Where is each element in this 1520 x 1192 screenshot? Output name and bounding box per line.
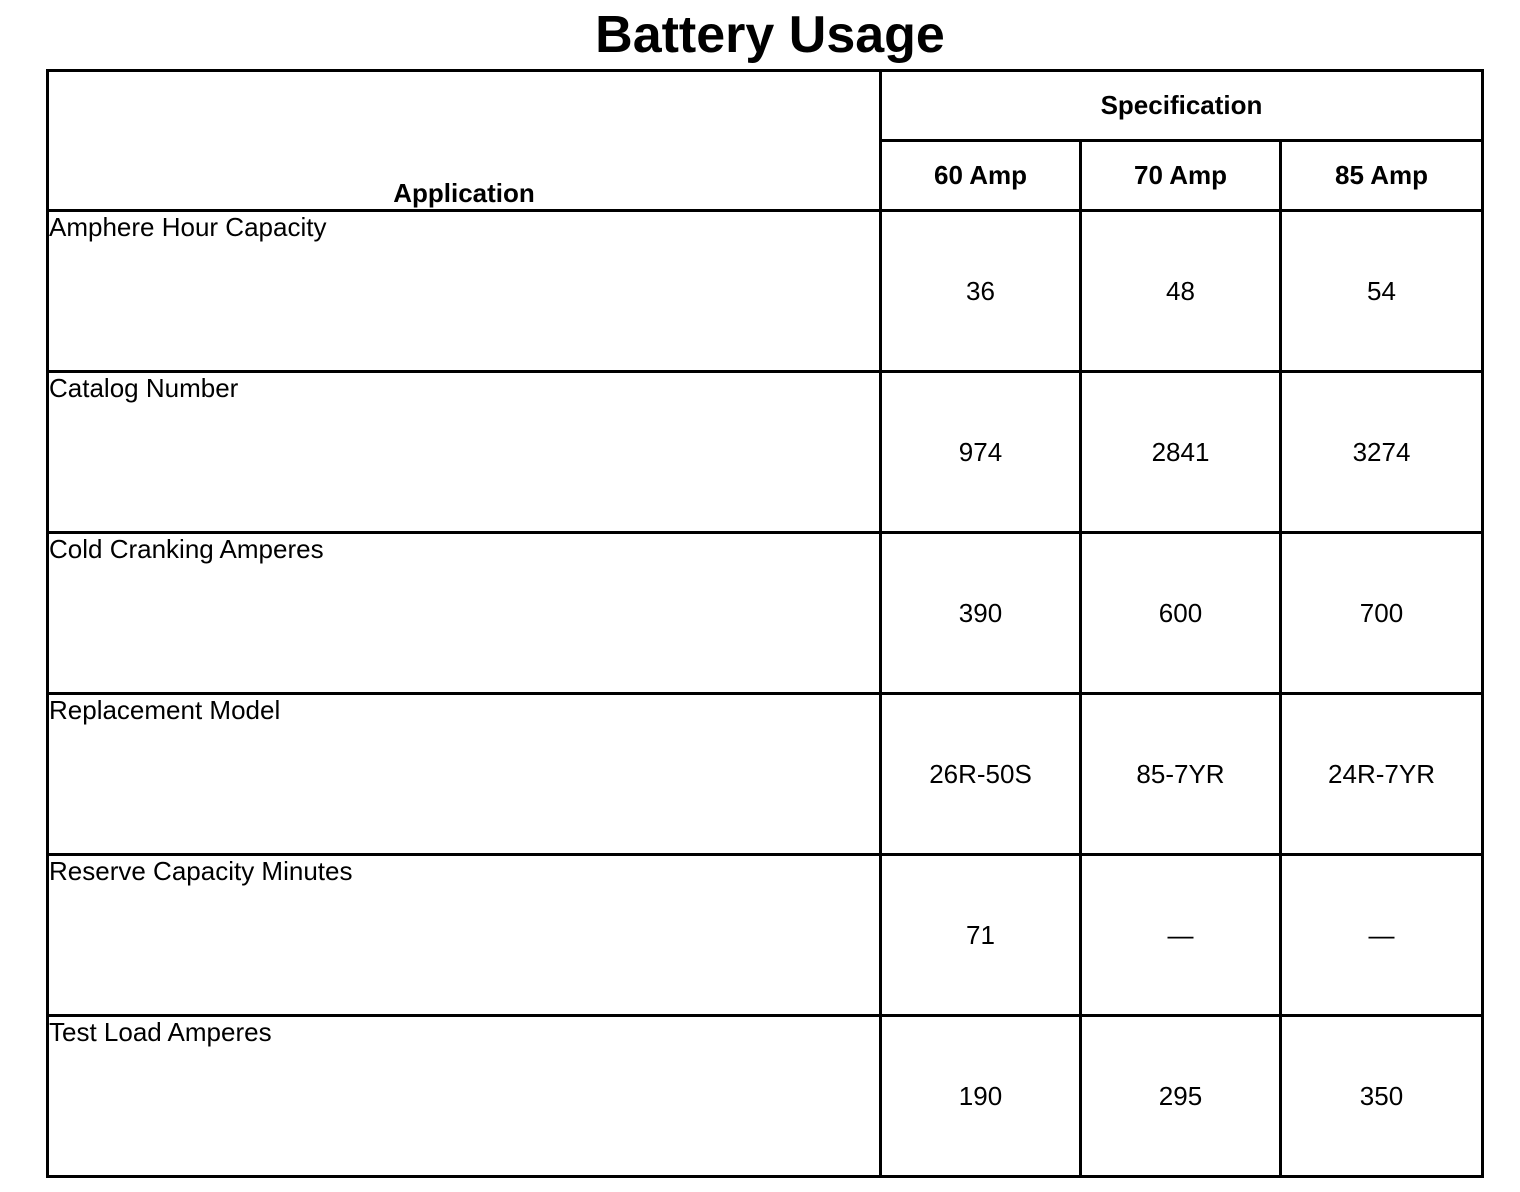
row-label-cold-cranking-amperes: Cold Cranking Amperes xyxy=(48,533,881,694)
table-cell: — xyxy=(1281,855,1483,1016)
column-header-70-amp: 70 Amp xyxy=(1081,141,1281,211)
table-cell: 26R-50S xyxy=(881,694,1081,855)
table-cell: 974 xyxy=(881,372,1081,533)
table-cell: 390 xyxy=(881,533,1081,694)
row-label-catalog-number: Catalog Number xyxy=(48,372,881,533)
column-header-85-amp: 85 Amp xyxy=(1281,141,1483,211)
table-cell: 700 xyxy=(1281,533,1483,694)
table-cell: — xyxy=(1081,855,1281,1016)
table-row xyxy=(48,694,1483,855)
row-label-reserve-capacity-minutes: Reserve Capacity Minutes xyxy=(48,855,881,1016)
table-cell: 24R-7YR xyxy=(1281,694,1483,855)
table-cell: 3274 xyxy=(1281,372,1483,533)
table-cell: 350 xyxy=(1281,1016,1483,1177)
table-cell: 85-7YR xyxy=(1081,694,1281,855)
application-header: Application xyxy=(48,71,881,211)
table-cell: 600 xyxy=(1081,533,1281,694)
row-label-amphere-hour-capacity: Amphere Hour Capacity xyxy=(48,211,881,372)
table-row xyxy=(48,211,1483,372)
table-cell: 71 xyxy=(881,855,1081,1016)
table-cell: 36 xyxy=(881,211,1081,372)
table-row xyxy=(48,1016,1483,1177)
column-header-60-amp: 60 Amp xyxy=(881,141,1081,211)
table-row xyxy=(48,855,1483,1016)
table-cell: 54 xyxy=(1281,211,1483,372)
row-label-replacement-model: Replacement Model xyxy=(48,694,881,855)
table-cell: 190 xyxy=(881,1016,1081,1177)
table-cell: 2841 xyxy=(1081,372,1281,533)
table-row xyxy=(48,533,1483,694)
page-title: Battery Usage xyxy=(595,6,945,64)
table-cell: 295 xyxy=(1081,1016,1281,1177)
table-row xyxy=(48,372,1483,533)
table-cell: 48 xyxy=(1081,211,1281,372)
row-label-test-load-amperes: Test Load Amperes xyxy=(48,1016,881,1177)
battery-usage-table xyxy=(46,69,1484,1178)
specification-header: Specification xyxy=(881,71,1483,141)
